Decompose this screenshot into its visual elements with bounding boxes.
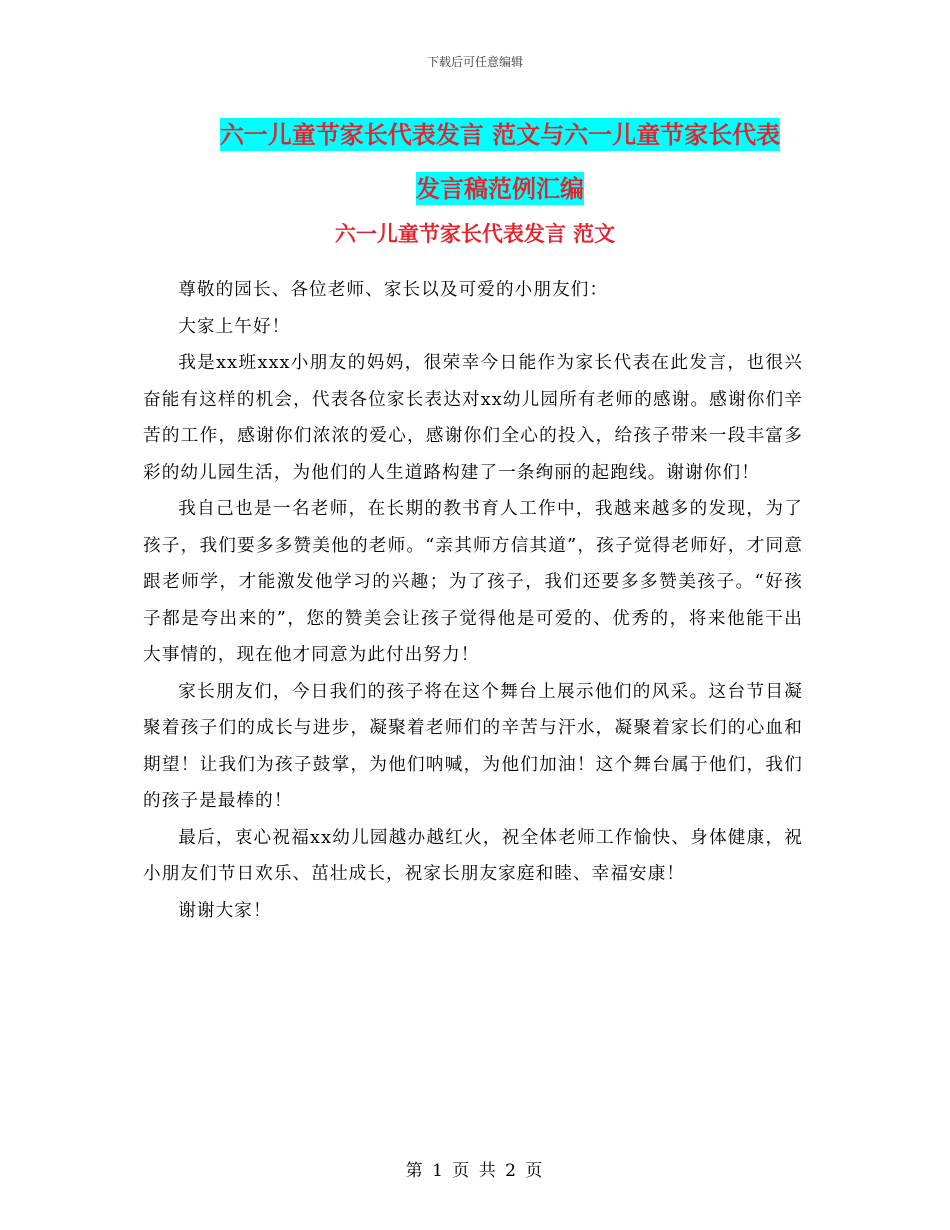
document-title-line-2: 发言稿范例汇编 xyxy=(416,174,584,203)
paragraph-greeting: 大家上午好！ xyxy=(178,316,291,337)
header-note: 下载后可任意编辑 xyxy=(426,55,523,69)
paragraph-introduction: 我是xx班xxx小朋友的妈妈，很荣幸今日能作为家长代表在此发言，也很兴奋能有这样的机会，代表各位家长表达对xx幼儿园所有老师的感谢。感谢你们辛苦的工作，感谢你们浓浓的爱心，感谢你们全心的投入，给孩子带来一段丰富多彩的幼儿园生活，为他们的人生道路构建了一条绚丽的起跑线。谢谢你们！ xyxy=(143,353,803,483)
document-title xyxy=(150,108,850,216)
document-title-line-1: 六一儿童节家长代表发言 范文与六一儿童节家长代表 xyxy=(219,120,781,149)
paragraph-salutation: 尊敬的园长、各位老师、家长以及可爱的小朋友们： xyxy=(178,280,609,300)
page-number: 第 1 页 共 2 页 xyxy=(405,1161,545,1181)
section-title: 六一儿童节家长代表发言 范文 xyxy=(334,221,616,246)
paragraph-performance: 家长朋友们，今日我们的孩子将在这个舞台上展示他们的风采。这台节目凝聚着孩子们的成长与进步，凝聚着老师们的辛苦与汗水，凝聚着家长们的心血和期望！让我们为孩子鼓掌，为他们呐喊，为他们加油！这个舞台属于他们，我们的孩子是最棒的！ xyxy=(143,681,803,811)
speech-body xyxy=(143,272,803,929)
paragraph-reflection: 我自己也是一名老师，在长期的教书育人工作中，我越来越多的发现，为了孩子，我们要多多赞美他的老师。“亲其师方信其道”，孩子觉得老师好，才同意跟老师学，才能激发他学习的兴趣；为了孩子，我们还要多多赞美孩子。“好孩子都是夸出来的”，您的赞美会让孩子觉得他是可爱的、优秀的，将来他能干出大事情的，现在他才同意为此付出努力！ xyxy=(143,499,803,665)
paragraph-closing: 谢谢大家！ xyxy=(178,900,272,921)
paragraph-wishes: 最后，衷心祝福xx幼儿园越办越红火，祝全体老师工作愉快、身体健康，祝小朋友们节日欢乐、茁壮成长，祝家长朋友家庭和睦、幸福安康！ xyxy=(143,827,803,884)
